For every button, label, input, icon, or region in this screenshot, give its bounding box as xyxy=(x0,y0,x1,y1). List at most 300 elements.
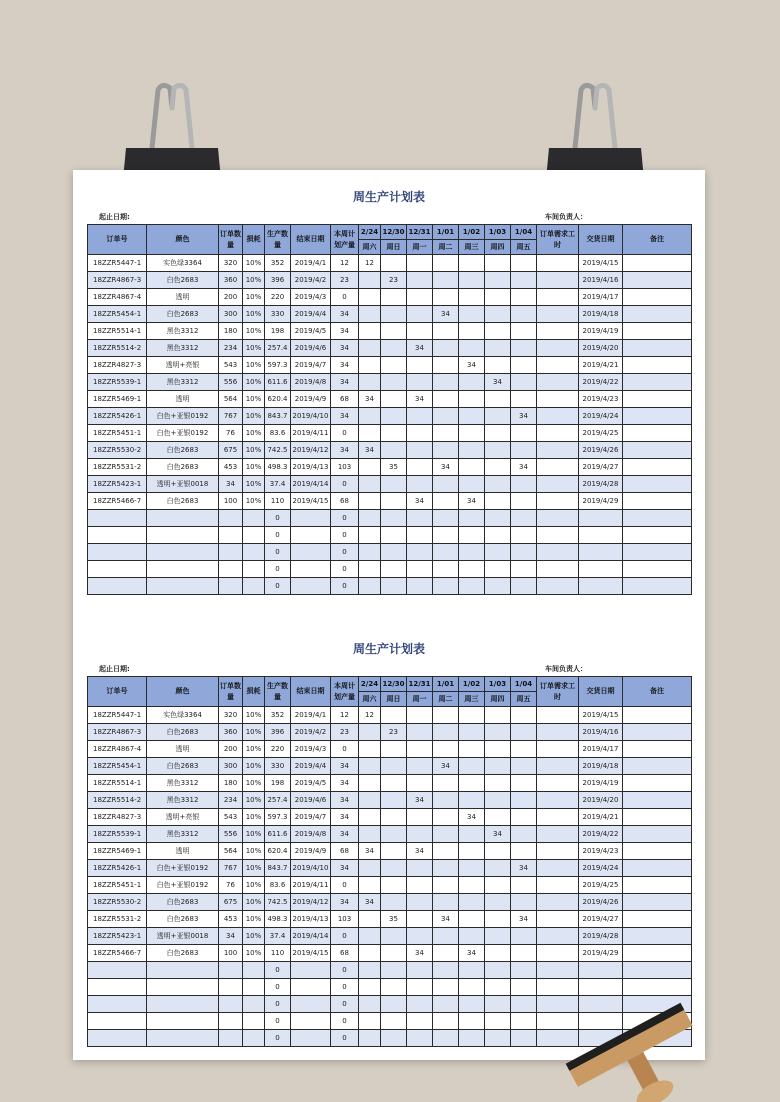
cell-loss: 10% xyxy=(243,860,265,877)
cell-day-qty xyxy=(381,578,407,595)
cell-day-qty xyxy=(459,928,485,945)
table-row xyxy=(88,476,692,493)
cell-day-qty: 34 xyxy=(407,391,433,408)
cell-day-qty xyxy=(359,826,381,843)
cell-day-qty xyxy=(459,724,485,741)
cell-color: 透明 xyxy=(147,391,219,408)
cell-day-qty xyxy=(381,374,407,391)
cell-day-qty xyxy=(381,1013,407,1030)
cell-color: 白色2683 xyxy=(147,459,219,476)
cell-day-qty: 34 xyxy=(407,493,433,510)
cell-order-qty: 234 xyxy=(219,340,243,357)
cell-day-qty xyxy=(511,289,537,306)
cell-demand-hours xyxy=(537,561,579,578)
cell-loss xyxy=(243,544,265,561)
cell-color xyxy=(147,527,219,544)
cell-remark xyxy=(623,289,692,306)
cell-order-qty: 100 xyxy=(219,945,243,962)
cell-loss: 10% xyxy=(243,724,265,741)
cell-day-qty xyxy=(433,843,459,860)
cell-day-qty xyxy=(459,425,485,442)
header-order-qty: 订单数量 xyxy=(219,677,243,707)
cell-prod-qty: 611.6 xyxy=(265,826,291,843)
cell-weekly-qty: 103 xyxy=(331,911,359,928)
cell-demand-hours xyxy=(537,374,579,391)
cell-order-qty xyxy=(219,544,243,561)
cell-day-qty xyxy=(459,894,485,911)
cell-order-no xyxy=(88,962,147,979)
cell-end-date: 2019/4/6 xyxy=(291,340,331,357)
cell-order-no: 18ZZR5454-1 xyxy=(88,758,147,775)
cell-delivery-date: 2019/4/24 xyxy=(579,408,623,425)
cell-end-date: 2019/4/14 xyxy=(291,476,331,493)
cell-day-qty xyxy=(511,962,537,979)
cell-day-qty xyxy=(485,459,511,476)
cell-day-qty xyxy=(381,442,407,459)
cell-day-qty: 23 xyxy=(381,272,407,289)
header-day-date: 1/02 xyxy=(459,677,485,692)
cell-demand-hours xyxy=(537,476,579,493)
cell-end-date xyxy=(291,962,331,979)
cell-loss xyxy=(243,996,265,1013)
cell-order-qty: 200 xyxy=(219,741,243,758)
manager-label: 车间负责人： xyxy=(545,665,587,673)
cell-end-date: 2019/4/12 xyxy=(291,894,331,911)
cell-day-qty xyxy=(381,945,407,962)
cell-weekly-qty: 34 xyxy=(331,826,359,843)
cell-end-date: 2019/4/13 xyxy=(291,911,331,928)
cell-remark xyxy=(623,758,692,775)
cell-day-qty xyxy=(485,289,511,306)
header-weekly-qty: 本周计划产量 xyxy=(331,677,359,707)
cell-day-qty xyxy=(485,425,511,442)
cell-day-qty xyxy=(433,510,459,527)
cell-day-qty xyxy=(381,826,407,843)
cell-day-qty xyxy=(407,1013,433,1030)
cell-demand-hours xyxy=(537,289,579,306)
cell-day-qty: 34 xyxy=(511,459,537,476)
header-demand-hours: 订单需求工时 xyxy=(537,225,579,255)
header-remarks: 备注 xyxy=(623,225,692,255)
cell-remark xyxy=(623,340,692,357)
cell-day-qty xyxy=(433,860,459,877)
cell-color xyxy=(147,544,219,561)
cell-end-date xyxy=(291,527,331,544)
header-remarks: 备注 xyxy=(623,677,692,707)
cell-day-qty xyxy=(511,306,537,323)
cell-loss: 10% xyxy=(243,306,265,323)
cell-day-qty: 34 xyxy=(485,374,511,391)
cell-day-qty xyxy=(407,979,433,996)
cell-day-qty: 34 xyxy=(359,894,381,911)
cell-delivery-date: 2019/4/24 xyxy=(579,860,623,877)
cell-weekly-qty: 0 xyxy=(331,510,359,527)
cell-color: 透明 xyxy=(147,289,219,306)
cell-prod-qty: 257.4 xyxy=(265,792,291,809)
cell-remark xyxy=(623,741,692,758)
cell-weekly-qty: 34 xyxy=(331,792,359,809)
manager-label: 车间负责人： xyxy=(545,213,587,221)
cell-order-no xyxy=(88,561,147,578)
cell-order-qty xyxy=(219,578,243,595)
cell-order-qty: 76 xyxy=(219,425,243,442)
cell-day-qty xyxy=(459,340,485,357)
cell-day-qty xyxy=(359,510,381,527)
cell-weekly-qty: 68 xyxy=(331,945,359,962)
cell-order-qty: 767 xyxy=(219,860,243,877)
cell-color: 黑色3312 xyxy=(147,323,219,340)
cell-color: 实色绿3364 xyxy=(147,255,219,272)
header-weekday: 周二 xyxy=(433,692,459,707)
cell-end-date: 2019/4/6 xyxy=(291,792,331,809)
cell-day-qty xyxy=(485,962,511,979)
header-color: 颜色 xyxy=(147,677,219,707)
sheet-title: 周生产计划表 xyxy=(352,190,425,204)
header-weekday: 周日 xyxy=(381,240,407,255)
cell-day-qty xyxy=(381,357,407,374)
cell-day-qty: 34 xyxy=(407,843,433,860)
cell-end-date: 2019/4/15 xyxy=(291,945,331,962)
cell-order-no: 18ZZR5514-1 xyxy=(88,775,147,792)
cell-delivery-date xyxy=(579,510,623,527)
cell-order-no: 18ZZR4867-3 xyxy=(88,724,147,741)
cell-remark xyxy=(623,792,692,809)
cell-loss: 10% xyxy=(243,741,265,758)
cell-demand-hours xyxy=(537,860,579,877)
cell-day-qty xyxy=(485,741,511,758)
cell-order-no xyxy=(88,1013,147,1030)
cell-day-qty: 34 xyxy=(459,493,485,510)
cell-end-date: 2019/4/4 xyxy=(291,306,331,323)
cell-end-date xyxy=(291,1030,331,1047)
cell-loss: 10% xyxy=(243,894,265,911)
cell-day-qty xyxy=(433,442,459,459)
cell-end-date: 2019/4/14 xyxy=(291,928,331,945)
cell-remark xyxy=(623,323,692,340)
cell-day-qty xyxy=(381,928,407,945)
cell-remark xyxy=(623,527,692,544)
header-day-date: 12/31 xyxy=(407,677,433,692)
cell-color: 白色2683 xyxy=(147,758,219,775)
cell-day-qty xyxy=(485,323,511,340)
cell-day-qty xyxy=(433,962,459,979)
cell-order-no: 18ZZR5426-1 xyxy=(88,408,147,425)
cell-demand-hours xyxy=(537,544,579,561)
cell-end-date: 2019/4/15 xyxy=(291,493,331,510)
cell-remark xyxy=(623,459,692,476)
cell-remark xyxy=(623,894,692,911)
cell-order-qty: 300 xyxy=(219,758,243,775)
cell-loss: 10% xyxy=(243,357,265,374)
cell-demand-hours xyxy=(537,826,579,843)
cell-order-no xyxy=(88,578,147,595)
cell-day-qty xyxy=(407,289,433,306)
cell-color: 白色2683 xyxy=(147,493,219,510)
cell-day-qty xyxy=(511,340,537,357)
cell-day-qty xyxy=(359,945,381,962)
cell-day-qty xyxy=(485,911,511,928)
production-plan-table xyxy=(87,224,692,595)
cell-prod-qty: 396 xyxy=(265,724,291,741)
cell-end-date xyxy=(291,996,331,1013)
table-row xyxy=(88,272,692,289)
cell-day-qty xyxy=(407,775,433,792)
cell-order-qty: 360 xyxy=(219,272,243,289)
cell-weekly-qty: 68 xyxy=(331,843,359,860)
cell-prod-qty: 742.5 xyxy=(265,894,291,911)
cell-day-qty xyxy=(359,860,381,877)
cell-order-no: 18ZZR5469-1 xyxy=(88,391,147,408)
cell-day-qty xyxy=(359,306,381,323)
cell-day-qty xyxy=(359,758,381,775)
cell-day-qty xyxy=(433,826,459,843)
cell-day-qty xyxy=(407,255,433,272)
cell-day-qty xyxy=(381,775,407,792)
cell-day-qty xyxy=(511,724,537,741)
cell-weekly-qty: 0 xyxy=(331,476,359,493)
cell-day-qty xyxy=(485,1013,511,1030)
cell-demand-hours xyxy=(537,510,579,527)
cell-day-qty xyxy=(459,374,485,391)
cell-order-no: 18ZZR5423-1 xyxy=(88,476,147,493)
cell-prod-qty: 0 xyxy=(265,1030,291,1047)
cell-weekly-qty: 0 xyxy=(331,289,359,306)
plan-sheet-1 xyxy=(87,188,691,595)
cell-day-qty xyxy=(433,945,459,962)
cell-end-date: 2019/4/13 xyxy=(291,459,331,476)
cell-day-qty xyxy=(459,408,485,425)
cell-order-no: 18ZZR5451-1 xyxy=(88,425,147,442)
cell-color: 黑色3312 xyxy=(147,775,219,792)
cell-order-no: 18ZZR5466-7 xyxy=(88,493,147,510)
cell-weekly-qty: 0 xyxy=(331,425,359,442)
cell-day-qty xyxy=(381,544,407,561)
cell-color: 黑色3312 xyxy=(147,374,219,391)
header-day-date: 2/24 xyxy=(359,225,381,240)
cell-day-qty xyxy=(459,255,485,272)
cell-day-qty xyxy=(407,758,433,775)
table-row xyxy=(88,843,692,860)
cell-day-qty xyxy=(433,425,459,442)
cell-demand-hours xyxy=(537,340,579,357)
cell-prod-qty: 0 xyxy=(265,510,291,527)
cell-day-qty: 34 xyxy=(459,945,485,962)
cell-color: 白色2683 xyxy=(147,724,219,741)
cell-order-no: 18ZZR5447-1 xyxy=(88,255,147,272)
cell-remark xyxy=(623,272,692,289)
cell-order-no xyxy=(88,544,147,561)
cell-day-qty xyxy=(381,843,407,860)
cell-order-no: 18ZZR5426-1 xyxy=(88,860,147,877)
cell-day-qty xyxy=(433,340,459,357)
table-row xyxy=(88,323,692,340)
cell-day-qty xyxy=(433,578,459,595)
cell-demand-hours xyxy=(537,911,579,928)
cell-demand-hours xyxy=(537,391,579,408)
cell-day-qty xyxy=(485,527,511,544)
cell-order-qty xyxy=(219,996,243,1013)
cell-day-qty xyxy=(359,561,381,578)
cell-day-qty: 35 xyxy=(381,911,407,928)
header-loss: 损耗 xyxy=(243,225,265,255)
cell-day-qty xyxy=(511,527,537,544)
cell-day-qty xyxy=(359,544,381,561)
cell-day-qty xyxy=(407,877,433,894)
cell-weekly-qty: 34 xyxy=(331,408,359,425)
cell-delivery-date: 2019/4/22 xyxy=(579,826,623,843)
header-weekday: 周五 xyxy=(511,240,537,255)
cell-weekly-qty: 12 xyxy=(331,707,359,724)
header-weekday: 周四 xyxy=(485,692,511,707)
cell-day-qty xyxy=(407,578,433,595)
cell-day-qty xyxy=(485,1030,511,1047)
cell-weekly-qty: 0 xyxy=(331,561,359,578)
cell-day-qty xyxy=(511,561,537,578)
cell-end-date: 2019/4/2 xyxy=(291,272,331,289)
cell-loss: 10% xyxy=(243,255,265,272)
cell-remark xyxy=(623,306,692,323)
header-color: 颜色 xyxy=(147,225,219,255)
cell-remark xyxy=(623,374,692,391)
cell-weekly-qty: 34 xyxy=(331,374,359,391)
cell-demand-hours xyxy=(537,741,579,758)
cell-order-qty: 767 xyxy=(219,408,243,425)
cell-order-no: 18ZZR5530-2 xyxy=(88,894,147,911)
cell-end-date xyxy=(291,1013,331,1030)
cell-prod-qty: 611.6 xyxy=(265,374,291,391)
cell-weekly-qty: 0 xyxy=(331,996,359,1013)
cell-day-qty xyxy=(511,775,537,792)
cell-color: 透明 xyxy=(147,741,219,758)
cell-weekly-qty: 23 xyxy=(331,724,359,741)
cell-day-qty xyxy=(459,272,485,289)
cell-order-qty: 34 xyxy=(219,928,243,945)
cell-prod-qty: 0 xyxy=(265,527,291,544)
cell-day-qty xyxy=(381,877,407,894)
cell-prod-qty: 110 xyxy=(265,493,291,510)
cell-day-qty xyxy=(359,408,381,425)
cell-demand-hours xyxy=(537,809,579,826)
cell-end-date: 2019/4/1 xyxy=(291,707,331,724)
cell-day-qty xyxy=(511,945,537,962)
cell-order-no: 18ZZR4827-3 xyxy=(88,809,147,826)
cell-delivery-date: 2019/4/18 xyxy=(579,758,623,775)
cell-day-qty xyxy=(407,707,433,724)
table-row xyxy=(88,391,692,408)
cell-order-no: 18ZZR5447-1 xyxy=(88,707,147,724)
cell-day-qty xyxy=(433,391,459,408)
cell-day-qty xyxy=(459,962,485,979)
cell-color xyxy=(147,1013,219,1030)
cell-day-qty xyxy=(485,561,511,578)
cell-day-qty xyxy=(511,391,537,408)
cell-day-qty xyxy=(459,792,485,809)
cell-weekly-qty: 0 xyxy=(331,979,359,996)
cell-day-qty xyxy=(511,877,537,894)
cell-order-no: 18ZZR5423-1 xyxy=(88,928,147,945)
cell-demand-hours xyxy=(537,272,579,289)
table-row xyxy=(88,775,692,792)
cell-day-qty xyxy=(407,809,433,826)
cell-day-qty xyxy=(381,425,407,442)
cell-color: 白色+亚银0192 xyxy=(147,860,219,877)
cell-delivery-date: 2019/4/23 xyxy=(579,843,623,860)
table-body xyxy=(88,255,692,595)
cell-demand-hours xyxy=(537,775,579,792)
cell-day-qty xyxy=(381,476,407,493)
cell-prod-qty: 0 xyxy=(265,962,291,979)
cell-order-no xyxy=(88,996,147,1013)
cell-day-qty xyxy=(511,826,537,843)
cell-loss: 10% xyxy=(243,323,265,340)
cell-loss xyxy=(243,510,265,527)
cell-day-qty xyxy=(359,272,381,289)
cell-prod-qty: 620.4 xyxy=(265,391,291,408)
cell-day-qty xyxy=(459,979,485,996)
header-weekday: 周三 xyxy=(459,240,485,255)
cell-day-qty xyxy=(433,809,459,826)
cell-day-qty xyxy=(485,707,511,724)
table-row xyxy=(88,544,692,561)
table-row xyxy=(88,255,692,272)
cell-remark xyxy=(623,493,692,510)
cell-loss xyxy=(243,1030,265,1047)
cell-color: 黑色3312 xyxy=(147,340,219,357)
cell-day-qty xyxy=(433,408,459,425)
cell-demand-hours xyxy=(537,707,579,724)
cell-loss xyxy=(243,527,265,544)
start-date-label: 起止日期: xyxy=(99,665,130,673)
cell-day-qty xyxy=(433,289,459,306)
table-row xyxy=(88,561,692,578)
cell-day-qty: 34 xyxy=(359,391,381,408)
cell-day-qty: 34 xyxy=(485,826,511,843)
cell-day-qty xyxy=(407,724,433,741)
cell-loss: 10% xyxy=(243,272,265,289)
cell-day-qty xyxy=(381,741,407,758)
cell-end-date: 2019/4/7 xyxy=(291,809,331,826)
cell-day-qty xyxy=(459,741,485,758)
cell-day-qty xyxy=(433,255,459,272)
cell-remark xyxy=(623,809,692,826)
cell-color xyxy=(147,561,219,578)
cell-day-qty xyxy=(511,357,537,374)
cell-end-date: 2019/4/12 xyxy=(291,442,331,459)
cell-day-qty xyxy=(485,758,511,775)
cell-day-qty xyxy=(459,323,485,340)
cell-order-qty: 180 xyxy=(219,775,243,792)
cell-day-qty xyxy=(433,323,459,340)
cell-day-qty xyxy=(511,493,537,510)
cell-day-qty xyxy=(511,792,537,809)
cell-demand-hours xyxy=(537,578,579,595)
header-day-date: 1/04 xyxy=(511,225,537,240)
cell-color xyxy=(147,979,219,996)
table-row xyxy=(88,826,692,843)
cell-day-qty xyxy=(433,544,459,561)
cell-day-qty xyxy=(407,527,433,544)
cell-day-qty xyxy=(407,442,433,459)
cell-day-qty xyxy=(459,391,485,408)
table-row xyxy=(88,911,692,928)
header-day-date: 1/01 xyxy=(433,225,459,240)
cell-day-qty xyxy=(359,374,381,391)
cell-order-no: 18ZZR5451-1 xyxy=(88,877,147,894)
cell-end-date: 2019/4/3 xyxy=(291,741,331,758)
cell-delivery-date: 2019/4/20 xyxy=(579,340,623,357)
cell-prod-qty: 257.4 xyxy=(265,340,291,357)
header-weekday: 周一 xyxy=(407,692,433,707)
